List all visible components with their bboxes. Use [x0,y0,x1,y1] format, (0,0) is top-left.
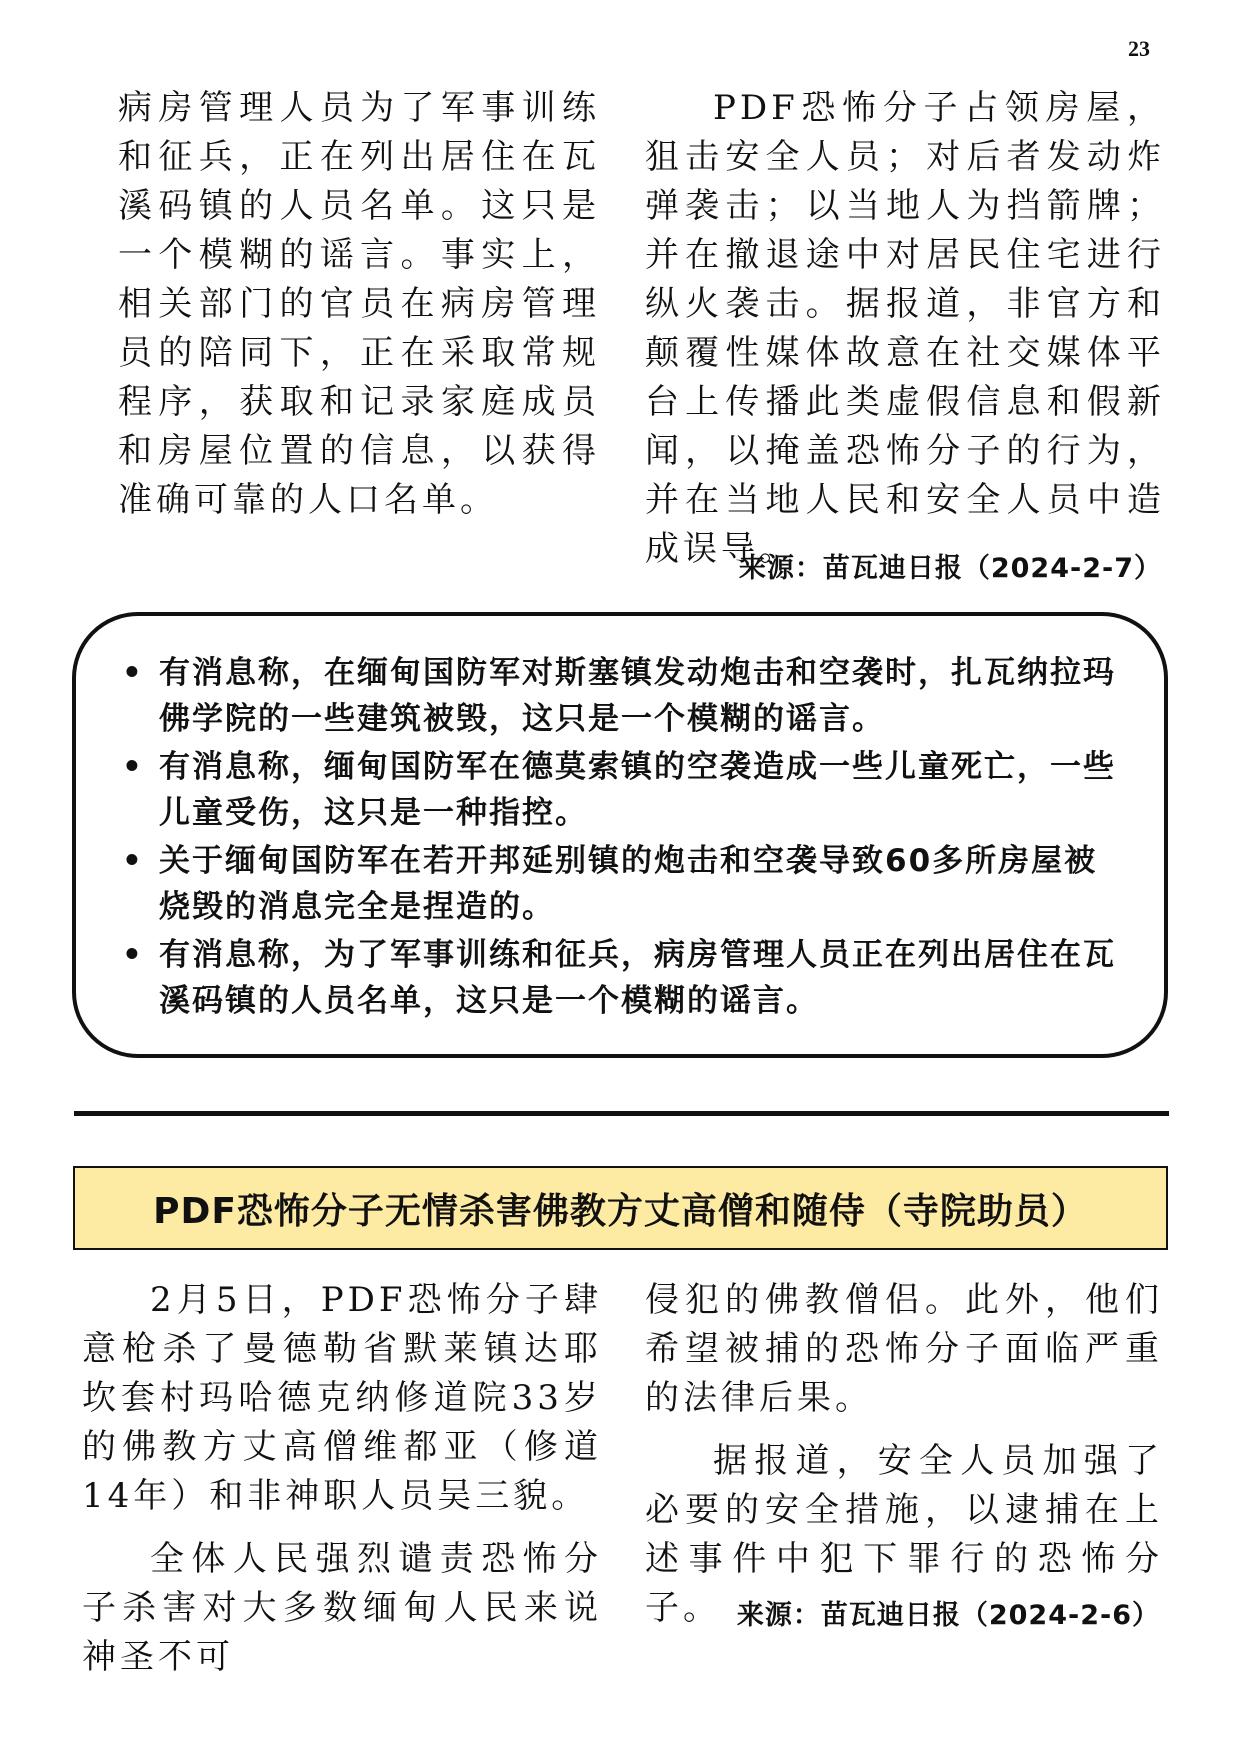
paragraph: 全体人民强烈谴责恐怖分子杀害对大多数缅甸人民来说神圣不可 [82,1539,602,1677]
top-article-left-column [118,84,600,539]
headline-banner [73,1166,1168,1250]
summary-box [72,612,1168,1058]
paragraph: PDF恐怖分子占领房屋，狙击安全人员；对后者发动炸弹袭击；以当地人为挡箭牌；并在撤退途中对居民住宅进行纵火袭击。据报道，非官方和颠覆性媒体故意在社交媒体平台上传播此类虚假信息和假新闻，以掩盖恐怖分子的行为，并在当地人民和安全人员中造成误导。 [645,88,1165,569]
bullet-text: 关于缅甸国防军在若开邦延别镇的炮击和空袭导致60多所房屋被烧毁的消息完全是捏造的。 [159,843,1098,925]
top-article-right-column [645,84,1165,588]
bullet-icon: • [122,843,144,879]
paragraph: 侵犯的佛教僧侣。此外，他们希望被捕的恐怖分子面临严重的法律后果。 [645,1280,1163,1418]
paragraph: 2月5日，PDF恐怖分子肆意枪杀了曼德勒省默莱镇达耶坎套村玛哈德克纳修道院33岁的佛教方丈高僧维都亚（修道14年）和非神职人员吴三貌。 [82,1280,602,1516]
bullet-text: 有消息称，缅甸国防军在德莫索镇的空袭造成一些儿童死亡，一些儿童受伤，这只是一种指控。 [159,749,1116,831]
paragraph: 病房管理人员为了军事训练和征兵，正在列出居住在瓦溪码镇的人员名单。这只是一个模糊的谣言。事实上，相关部门的官员在病房管理员的陪同下，正在采取常规程序，获取和记录家庭成员和房屋位置的信息，以获得准确可靠的人口名单。 [118,88,600,520]
bullet-item [104,650,1124,742]
bullet-icon: • [122,937,144,973]
bullet-item [104,838,1124,930]
bottom-article-left-column [82,1276,602,1696]
bottom-article-right-column [645,1276,1163,1647]
source-citation: 来源：苗瓦迪日报（2024-2-6） [736,1600,1160,1631]
page-number: 23 [1128,36,1150,61]
bullet-list [104,650,1124,1024]
bullet-text: 有消息称，为了军事训练和征兵，病房管理人员正在列出居住在瓦溪码镇的人员名单，这只是一个模糊的谣言。 [159,937,1116,1019]
bullet-icon: • [122,655,144,691]
paragraph: 据报道，安全人员加强了必要的安全措施，以逮捕在上述事件中犯下罪行的恐怖分子。 [645,1441,1163,1628]
bullet-item [104,744,1124,836]
section-divider [74,1111,1169,1116]
bullet-item [104,932,1124,1024]
article-headline: PDF恐怖分子无情杀害佛教方丈高僧和随侍（寺院助员） [153,1190,1088,1232]
source-citation: 来源：苗瓦迪日报（2024-2-7） [738,553,1162,584]
bullet-icon: • [122,749,144,785]
bullet-text: 有消息称，在缅甸国防军对斯塞镇发动炮击和空袭时，扎瓦纳拉玛佛学院的一些建筑被毁，这只是一个模糊的谣言。 [159,655,1116,737]
